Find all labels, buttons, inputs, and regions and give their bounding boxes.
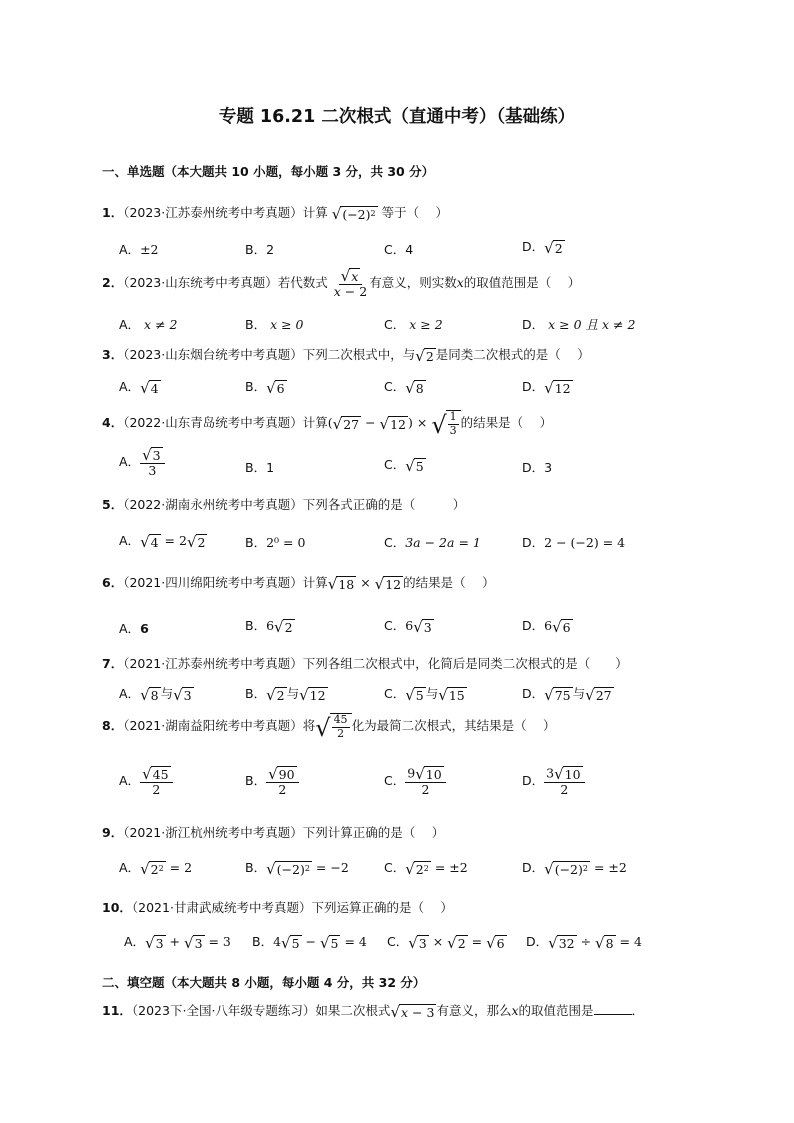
option-2c: C． x ≥ 2 (384, 317, 443, 332)
option-10d: D． √ 32 ÷ √ 8 = 4 (526, 933, 642, 952)
option-5c: C．3a − 2a = 1 (384, 535, 481, 550)
option-7a: A． √ 8 与 √ 3 (119, 685, 192, 704)
option-9b: B． √ (−2) 2 = −2 (245, 859, 349, 878)
option-7b: B． √ 2 与 √ 12 (245, 685, 326, 704)
option-7d: D． √ 75 与 √ 27 (522, 685, 612, 704)
option-8a: A． √ 45 2 (119, 766, 173, 797)
question-9: 9．（2021·浙江杭州统考中考真题）下列计算正确的是（ ） (102, 825, 445, 840)
question-8: 8．（2021·湖南益阳统考中考真题）将 √ $\frac{45}{2}$ 化为最简二次根式，其结果是（ ） (102, 713, 556, 743)
question-5: 5．（2022·湖南永州统考中考真题）下列各式正确的是（ ） (102, 497, 466, 512)
option-2a: A． x ≠ 2 (119, 317, 178, 332)
option-9d: D． √ (−2) 2 = ±2 (522, 859, 627, 878)
option-4c: C． √ 5 (384, 456, 424, 475)
question-4: 4．（2022·山东青岛统考中考真题）计算( √ 27 − √ 12 ) × √ $\frac{1}{3}$ 的结果是（ ） (102, 410, 553, 440)
question-3: 3．（2023·山东烟台统考中考真题）下列二次根式中，与 √ 2 是同类二次根式的是（ ） (102, 346, 590, 365)
option-5d: D．2 − (−2) = 4 (522, 535, 626, 550)
option-1d: D． √ 2 (522, 238, 563, 257)
option-4a: A． √ 3 3 (119, 447, 165, 478)
question-7: 7．（2021·江苏泰州统考中考真题）下列各组二次根式中，化简后是同类二次根式的是（ ） (102, 656, 628, 671)
question-11: 11．（2023下·全国·八年级专题练习）如果二次根式 √ x − 3 有意义，那么x的取值范围是 ． (102, 1002, 645, 1021)
question-2: 2．（2023·山东统考中考真题）若代数式 √ x x − 2 有意义，则实数x的取值范围是（ ） (102, 267, 581, 299)
option-1c: C．4 (384, 242, 414, 257)
option-2b: B． x ≥ 0 (245, 317, 304, 332)
option-3a: A． √ 4 (119, 378, 159, 397)
option-8c: C． 9 √ 10 2 (384, 766, 446, 797)
section-heading-fill-in: 二、填空题（本大题共 8 小题，每小题 4 分，共 32 分） (102, 975, 426, 990)
option-1b: B．2 (245, 242, 275, 257)
answer-blank[interactable] (594, 1014, 632, 1015)
option-8b: B． √ 90 2 (245, 766, 299, 797)
option-8d: D． 3 √ 10 2 (522, 766, 585, 797)
option-10b: B．4 √ 5 − √ 5 = 4 (252, 933, 367, 952)
option-9c: C． √ 2 2 = ±2 (384, 859, 468, 878)
option-2d: D． x ≥ 0 且 x ≠ 2 (522, 317, 636, 332)
option-3d: D． √ 12 (522, 378, 571, 397)
option-4d: D．3 (522, 460, 553, 475)
option-6c: C．6 √ 3 (384, 617, 432, 636)
option-4b: B．1 (245, 460, 275, 475)
question-1: 1．（2023·江苏泰州统考中考真题）计算 √ (−2) 2 等于（ ） (102, 204, 449, 223)
option-6a: A．6 (119, 621, 149, 636)
option-10a: A． √ 3 + √ 3 = 3 (124, 933, 231, 952)
option-6b: B．6 √ 2 (245, 617, 293, 636)
option-6d: D．6 √ 6 (522, 617, 571, 636)
page-title: 专题 16.21 二次根式（直通中考）（基础练） (218, 107, 576, 127)
option-3c: C． √ 8 (384, 378, 424, 397)
option-7c: C． √ 5 与 √ 15 (384, 685, 465, 704)
question-6: 6．（2021·四川绵阳统考中考真题）计算 √ 18 × √ 12 的结果是（ ） (102, 574, 495, 593)
option-3b: B． √ 6 (245, 378, 285, 397)
option-5b: B．2⁰ = 0 (245, 535, 306, 550)
question-10: 10．（2021·甘肃武威统考中考真题）下列运算正确的是（ ） (102, 900, 453, 915)
option-9a: A． √ 2 2 = 2 (119, 859, 193, 878)
section-heading-single-choice: 一、单选题（本大题共 10 小题，每小题 3 分，共 30 分） (102, 164, 435, 179)
option-1a: A．±2 (119, 242, 159, 257)
option-10c: C． √ 3 × √ 2 = √ 6 (387, 933, 505, 952)
option-5a: A． √ 4 = 2 √ 2 (119, 532, 206, 551)
